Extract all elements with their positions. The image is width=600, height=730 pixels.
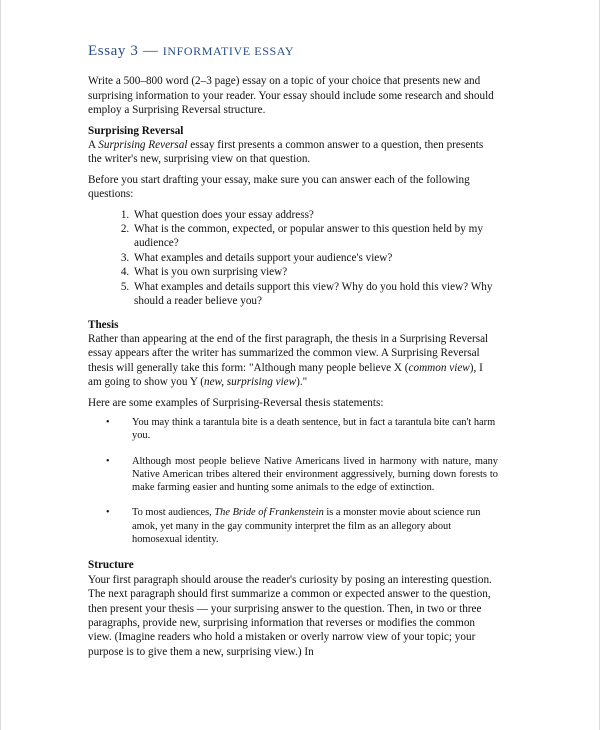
structure-paragraph: Your first paragraph should arouse the reader's curiosity by posing an interesting question. The next paragraph should first summarize a common or expected answer to the question, then present your thesis — your surprising answer to the question. Then, in two or three paragraphs, provide new, surprising information that reverses or modifies the common view. (Imagine readers who hold a mistaken or overly narrow view of your topic; your purpose is to give them a new, surprising view.) In [88, 573, 492, 658]
example-text-a: To most audiences, [132, 507, 215, 519]
before-drafting-paragraph: Before you start drafting your essay, make sure you can answer each of the following questions: [88, 173, 470, 201]
bullet-icon: • [106, 416, 110, 428]
thesis-heading: Thesis [88, 318, 119, 331]
title-prefix: Essay 3 — [88, 43, 163, 59]
definition-emphasis: Surprising Reversal [98, 139, 188, 152]
example-text: Although most people believe Native Americans lived in harmony with nature, many Native American tribes altered their environment aggressively, burning down forests to make farming easier and hunting some animals to the edge of extinction. [132, 455, 498, 494]
thesis-emphasis-common-view: common view [408, 361, 470, 374]
thesis-text-a: Rather than appearing at the end of the first paragraph, the thesis in a Surprising Reversal essay appears after the writer has summarized the common view. A Surprising Reversal thesis will generally take this form: "Although many people believe X ( [88, 332, 489, 374]
thesis-paragraph [88, 332, 498, 390]
surprising-reversal-heading: Surprising Reversal [88, 124, 184, 137]
thesis-example-item [88, 416, 498, 443]
thesis-examples-intro: Here are some examples of Surprising-Reversal thesis statements: [88, 396, 384, 409]
intro-paragraph: Write a 500–800 word (2–3 page) essay on a topic of your choice that presents new and surprising information to your reader. Your essay should include some research and should employ a Surprising Reversal structure. [88, 75, 494, 117]
structure-heading: Structure [88, 559, 134, 572]
example-text: You may think a tarantula bite is a death sentence, but in fact a tarantula bite can't harm you. [132, 416, 496, 442]
surprising-reversal-definition [88, 138, 498, 167]
questions-list [88, 208, 498, 309]
definition-text-b: essay first presents a common answer to a question, then presents the writer's new, surprising view on that question. [88, 139, 484, 166]
bullet-icon: • [106, 507, 110, 519]
definition-text-a: A [88, 139, 99, 152]
thesis-example-item [88, 506, 498, 546]
thesis-emphasis-new-view: new, surprising view [204, 376, 297, 389]
thesis-text-b: ), I am going to show you Y ( [88, 361, 483, 389]
question-item: 4. What is you own surprising view? [132, 265, 498, 279]
thesis-example-item [88, 455, 498, 495]
example-text-b: is a monster movie about science run amok, yet many in the gay community interpret the film as an allegory about homosexual identity. [132, 507, 481, 546]
thesis-text-c: )." [296, 376, 308, 389]
thesis-examples-list [88, 416, 498, 546]
page-title [88, 44, 498, 58]
question-item: 5. What examples and details support this view? Why do you hold this view? Why should a reader believe you? [132, 280, 498, 309]
question-item: 1. What question does your essay address? [132, 208, 498, 222]
question-item: 3. What examples and details support your audience's view? [132, 251, 498, 265]
question-item: 2. What is the common, expected, or popular answer to this question held by my audience? [132, 222, 498, 251]
title-main: INFORMATIVE ESSAY [162, 44, 295, 58]
bullet-icon: • [106, 455, 110, 467]
example-film-title: The Bride of Frankenstein [214, 507, 324, 519]
document-body [88, 44, 498, 665]
